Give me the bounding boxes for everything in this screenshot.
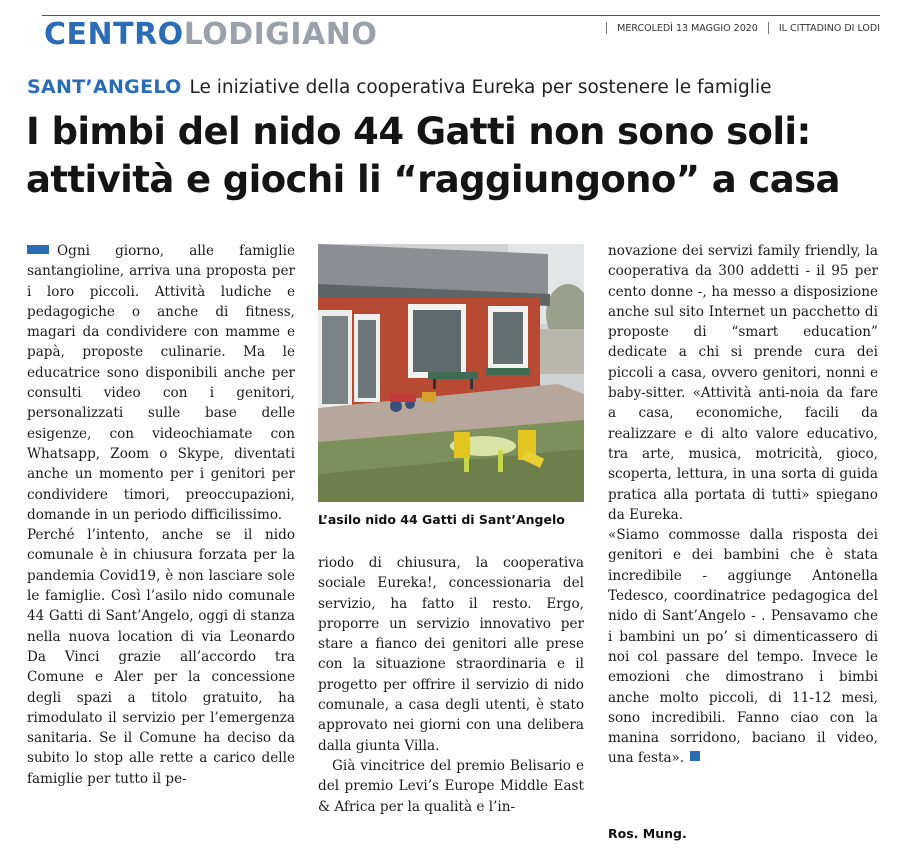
- body-paragraph-4: Già vincitrice del premio Belisario e del premio Levi’s Europe Middle East & Africa per la qualità e l’in-: [318, 757, 584, 815]
- kicker-location-tag: SANT’ANGELO: [27, 76, 182, 98]
- section-title: [44, 17, 377, 53]
- issue-date: MERCOLEDÌ 13 MAGGIO 2020: [617, 22, 758, 34]
- article-photo: [318, 244, 584, 502]
- headline-line-1: I bimbi del nido 44 Gatti non sono soli:: [26, 110, 811, 153]
- body-paragraph-3: riodo di chiusura, la cooperativa sociale Eureka!, concessionaria del servizio, ha fatto il resto. Ergo, proporre un servizio innovativo per stare a fianco dei genitori alle prese con la situazione straordinaria e il progetto per offrire il servizio di nido comunale, a casa degli utenti, è stato approvato nei giorni con una delibera dalla giunta Villa.: [318, 555, 584, 754]
- body-paragraph-1: [27, 241, 295, 525]
- publication-name: IL CITTADINO DI LODI: [778, 22, 880, 34]
- section-title-primary: CENTRO: [44, 17, 184, 52]
- body-paragraph-2: Perché l’intento, anche se il nido comunale è in chiusura forzata per la pandemia Covid19, è non lasciare sole le famiglie. Così l’asilo nido comunale 44 Gatti di Sant’Angelo, oggi di stanza nella nuova location di via Leonardo Da Vinci grazie all’accordo tra Comune e Aler per la concessione degli spazi a titolo gratuito, ha rimodulato il servizio per l’emergenza sanitaria. Se il Comune ha deciso da subito lo stop alle rette a carico delle famiglie per tutto il pe-: [27, 527, 295, 787]
- article-column-3: [608, 241, 878, 769]
- end-square-icon: [690, 751, 700, 761]
- masthead-rule: [42, 15, 880, 16]
- body-paragraph-6: [608, 525, 878, 769]
- body-paragraph-6-text: «Siamo commosse dalla risposta dei genitori e dei bambini che è stata incredibile - aggiunge Antonella Tedesco, coordinatrice pedagogica del nido di Sant’Angelo - . Pensavamo che i bambini un po’ si dimenticassero di noi col passare del tempo. Invece le emozioni che dimostrano i bimbi anche molto piccoli, di 11-12 mesi, sono incredibili. Fanno ciao con la manina sorridono, baciano il video, una festa».: [608, 527, 878, 767]
- byline: Ros. Mung.: [608, 826, 687, 841]
- section-title-secondary: LODIGIANO: [183, 17, 378, 52]
- kicker: [27, 74, 771, 101]
- headline-line-2: attività e giochi li “raggiungono” a casa: [26, 158, 840, 201]
- photo-caption: L’asilo nido 44 Gatti di Sant’Angelo: [318, 512, 565, 527]
- kicker-text: Le iniziative della cooperativa Eureka per sostenere le famiglie: [189, 77, 772, 98]
- body-paragraph-1-text: Ogni giorno, alle famiglie santangioline, arriva una proposta per i loro piccoli. Attività ludiche e pedagogiche o anche di fitness, magari da condividere con mamme e papà, proposte culinarie. Ma le educatrice sono disponibili anche per consulti video con i genitori, personalizzati sulle base delle esigenze, con videochiamate con Whatsapp, Zoom o Skype, diventati anche un momento per i genitori per condividere timori, preoccupazioni, domande in un periodo difficilissimo.: [27, 243, 295, 523]
- article-column-2: [318, 553, 584, 817]
- nursery-building-photo: [318, 244, 584, 502]
- article-column-1: [27, 241, 295, 789]
- headline: [26, 108, 886, 204]
- masthead-meta: [606, 22, 880, 34]
- meta-divider: [606, 22, 607, 34]
- meta-divider: [768, 22, 769, 34]
- body-paragraph-5: novazione dei servizi family friendly, la cooperativa da 300 addetti - il 95 per cento donne -, ha messo a disposizione anche sul sito Internet un pacchetto di proposte di “smart education” dedicate a chi si prende cura dei piccoli a casa, ovvero genitori, nonni e baby-sitter. «Attività anti-noia da fare a casa, economiche, facili da realizzare e di alto valore educativo, tra arte, musica, motricità, gioco, scoperta, lettura, in una sorta di guida pratica alla portata di tutti» spiegano da Eureka.: [608, 243, 878, 523]
- lead-square-icon: [27, 245, 49, 254]
